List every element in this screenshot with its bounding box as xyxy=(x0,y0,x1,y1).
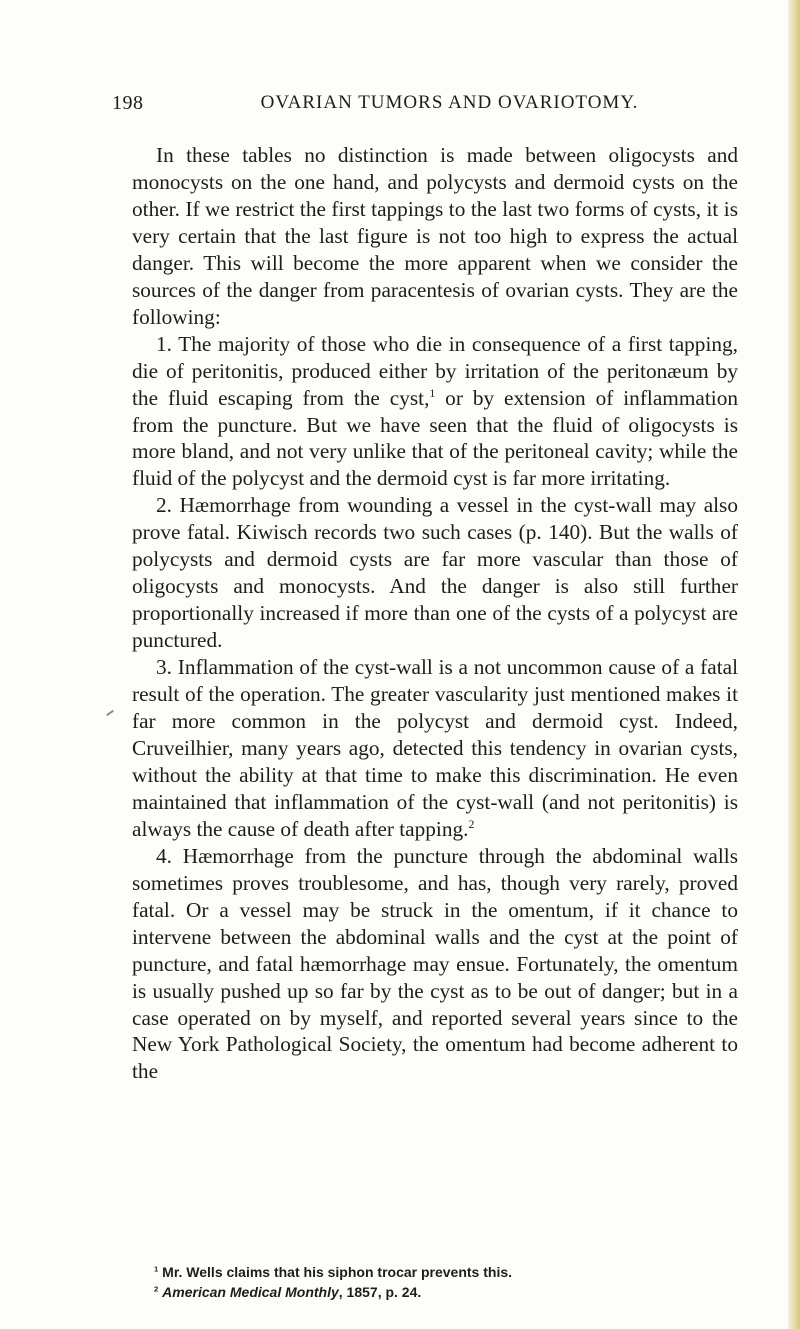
footnote-1-mark: 1 xyxy=(154,1264,159,1274)
footnote-ref-2: 2 xyxy=(468,817,475,831)
body-text xyxy=(132,142,738,1085)
footnote-2-journal: American Medical Monthly xyxy=(162,1284,339,1300)
footnote-2-citation: , 1857, p. 24. xyxy=(338,1284,422,1300)
running-title: OVARIAN TUMORS AND OVARIOTOMY. xyxy=(260,92,639,113)
list-item-1 xyxy=(132,331,738,493)
footnotes xyxy=(132,1262,738,1302)
footnote-2-mark: 2 xyxy=(154,1284,159,1294)
footnote-1 xyxy=(132,1262,738,1282)
list-item-4: 4. Hæmorrhage from the puncture through the abdominal walls sometimes proves troublesome, and has, though very rarely, proved fatal. Or a vessel may be struck in the omentum, if it chance to intervene between the abdominal walls and the cyst at the point of puncture, and fatal hæmorrhage may ensue. Fortunately, the omentum is usually pushed up so far by the cyst as to be out of danger; but in a case operated on by myself, and reported several years since to the New York Pathological Society, the omentum had become adherent to the xyxy=(132,843,738,1084)
margin-pencil-mark xyxy=(106,710,114,716)
list-item-1-text-end: or by extension of inflammation from the puncture. But we have seen that the fluid of oligocysts is more bland, and not very unlike that of the peritoneal cavity; while the fluid of the polycyst and the dermoid cyst is far more irritating. xyxy=(132,385,739,491)
list-item-1-text-start: 1. The majority of those who die in consequence of a first tapping, die of peritonitis, produced either by irritation of the peritonæum by the fluid escaping from the cyst, xyxy=(132,331,738,410)
page-edge xyxy=(788,0,800,1329)
footnote-2 xyxy=(132,1282,738,1302)
list-item-3-text: 3. Inflammation of the cyst-wall is a not uncommon cause of a fatal result of the operation. The greater vascularity just mentioned makes it far more common in the polycyst and dermoid cyst. Indeed, Cruveilhier, many years ago, detected this tendency in ovarian cysts, without the ability at that time to make this discrimination. He even maintained that inflammation of the cyst-wall (and not peritonitis) is always the cause of death after tapping. xyxy=(132,655,738,841)
list-item-3 xyxy=(132,654,738,843)
page-header xyxy=(112,92,727,118)
footnote-1-text: Mr. Wells claims that his siphon trocar prevents this. xyxy=(158,1264,513,1280)
footnote-ref-1: 1 xyxy=(429,386,436,400)
list-item-2: 2. Hæmorrhage from wounding a vessel in the cyst-wall may also prove fatal. Kiwisch records two such cases (p. 140). But the walls of polycysts and dermoid cysts are far more vascular than those of oligocysts and monocysts. And the danger is also still further proportionally increased if more than one of the cysts of a polycyst are punctured. xyxy=(132,493,738,653)
intro-paragraph: In these tables no distinction is made between oligocysts and monocysts on the one hand, and polycysts and dermoid cysts on the other. If we restrict the first tappings to the last two forms of cysts, it is very certain that the last figure is not too high to express the actual danger. This will become the more apparent when we consider the sources of the danger from paracentesis of ovarian cysts. They are the following: xyxy=(132,143,738,329)
page-number: 198 xyxy=(112,92,144,114)
